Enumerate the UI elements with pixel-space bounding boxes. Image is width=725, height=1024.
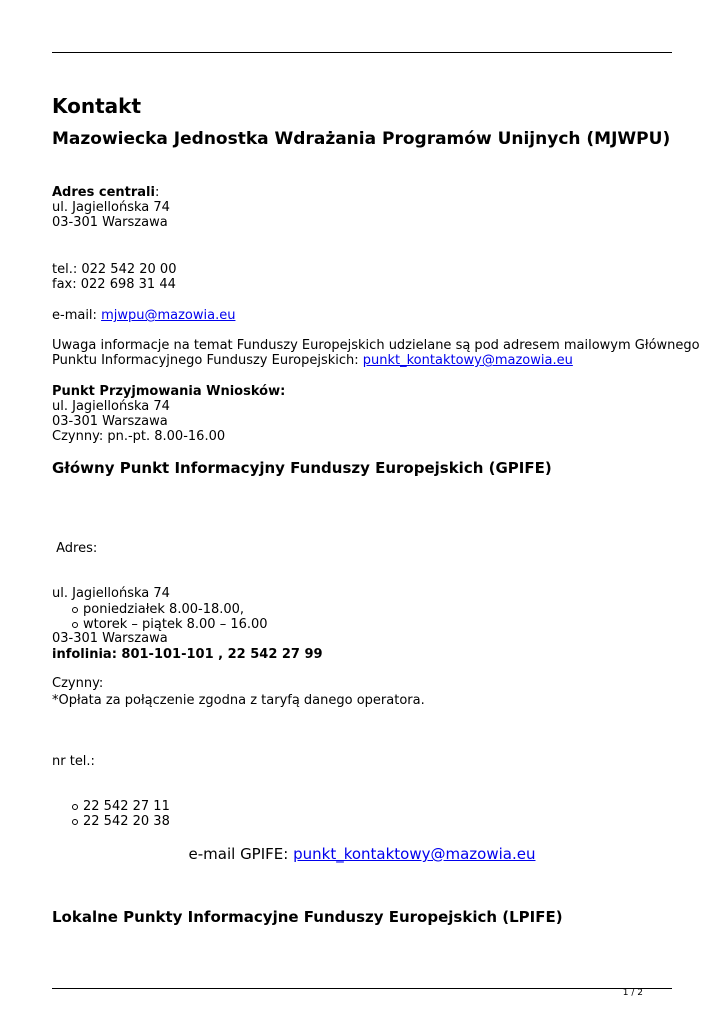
mjwpu-address-block <box>52 185 170 230</box>
intake-street: ul. Jagiellońska 74 <box>52 399 170 414</box>
gpife-open-label: Czynny: <box>52 676 104 691</box>
gpife-email-label: e-mail GPIFE: <box>188 845 294 863</box>
list-item: 22 542 27 11 <box>52 799 170 814</box>
lpife-heading: Lokalne Punkty Informacyjne Funduszy Europejskich (LPIFE) <box>52 908 563 926</box>
mjwpu-phone-block <box>52 262 176 292</box>
gpife-address-city: 03-301 Warszawa <box>52 631 168 646</box>
mjwpu-email-line <box>52 308 235 323</box>
bottom-divider <box>52 988 672 989</box>
gpife-heading: Główny Punkt Informacyjny Funduszy Europejskich (GPIFE) <box>52 459 552 477</box>
mjwpu-note <box>52 338 700 368</box>
fee-note: *Opłata za połączenie zgodna z taryfą danego operatora. <box>52 693 425 708</box>
list-item: poniedziałek 8.00-18.00, <box>52 602 268 617</box>
fax-text: fax: 022 698 31 44 <box>52 277 176 292</box>
address-city: 03-301 Warszawa <box>52 215 168 230</box>
gpife-address-street: ul. Jagiellońska 74 <box>52 586 170 601</box>
list-item: wtorek – piątek 8.00 – 16.00 <box>52 617 268 632</box>
intake-label: Punkt Przyjmowania Wniosków: <box>52 384 286 399</box>
top-divider <box>52 52 672 53</box>
intake-city: 03-301 Warszawa <box>52 414 168 429</box>
tel-label: nr tel.: <box>52 754 95 769</box>
list-item: 22 542 20 38 <box>52 814 170 829</box>
gpife-email-link[interactable]: punkt_kontaktowy@mazowia.eu <box>293 845 536 863</box>
address-street: ul. Jagiellońska 74 <box>52 200 170 215</box>
note-line-1: Uwaga informacje na temat Funduszy Europejskich udzielane są pod adresem mailowym Głównego <box>52 338 700 353</box>
tel-text: tel.: 022 542 20 00 <box>52 262 177 277</box>
gpife-address-label: Adres: <box>52 541 98 556</box>
address-colon: : <box>154 185 160 200</box>
gpife-hours-list <box>52 602 268 632</box>
gpife-email-line <box>52 845 672 863</box>
gpife-phone-list <box>52 799 170 829</box>
note-line-2: Punktu Informacyjnego Funduszy Europejskich: <box>52 353 363 368</box>
page-title: Kontakt <box>52 94 142 118</box>
mjwpu-email-link[interactable]: mjwpu@mazowia.eu <box>101 308 236 323</box>
page-number: 1 / 2 <box>622 988 643 998</box>
intake-block <box>52 384 285 444</box>
intake-hours: Czynny: pn.-pt. 8.00-16.00 <box>52 429 226 444</box>
email-prefix: e-mail: <box>52 308 102 323</box>
infoline-text: infolinia: 801-101-101 , 22 542 27 99 <box>52 647 323 662</box>
mjwpu-heading: Mazowiecka Jednostka Wdrażania Programów Unijnych (MJWPU) <box>52 129 671 149</box>
address-label: Adres centrali <box>52 185 155 200</box>
note-email-link[interactable]: punkt_kontaktowy@mazowia.eu <box>362 353 573 368</box>
